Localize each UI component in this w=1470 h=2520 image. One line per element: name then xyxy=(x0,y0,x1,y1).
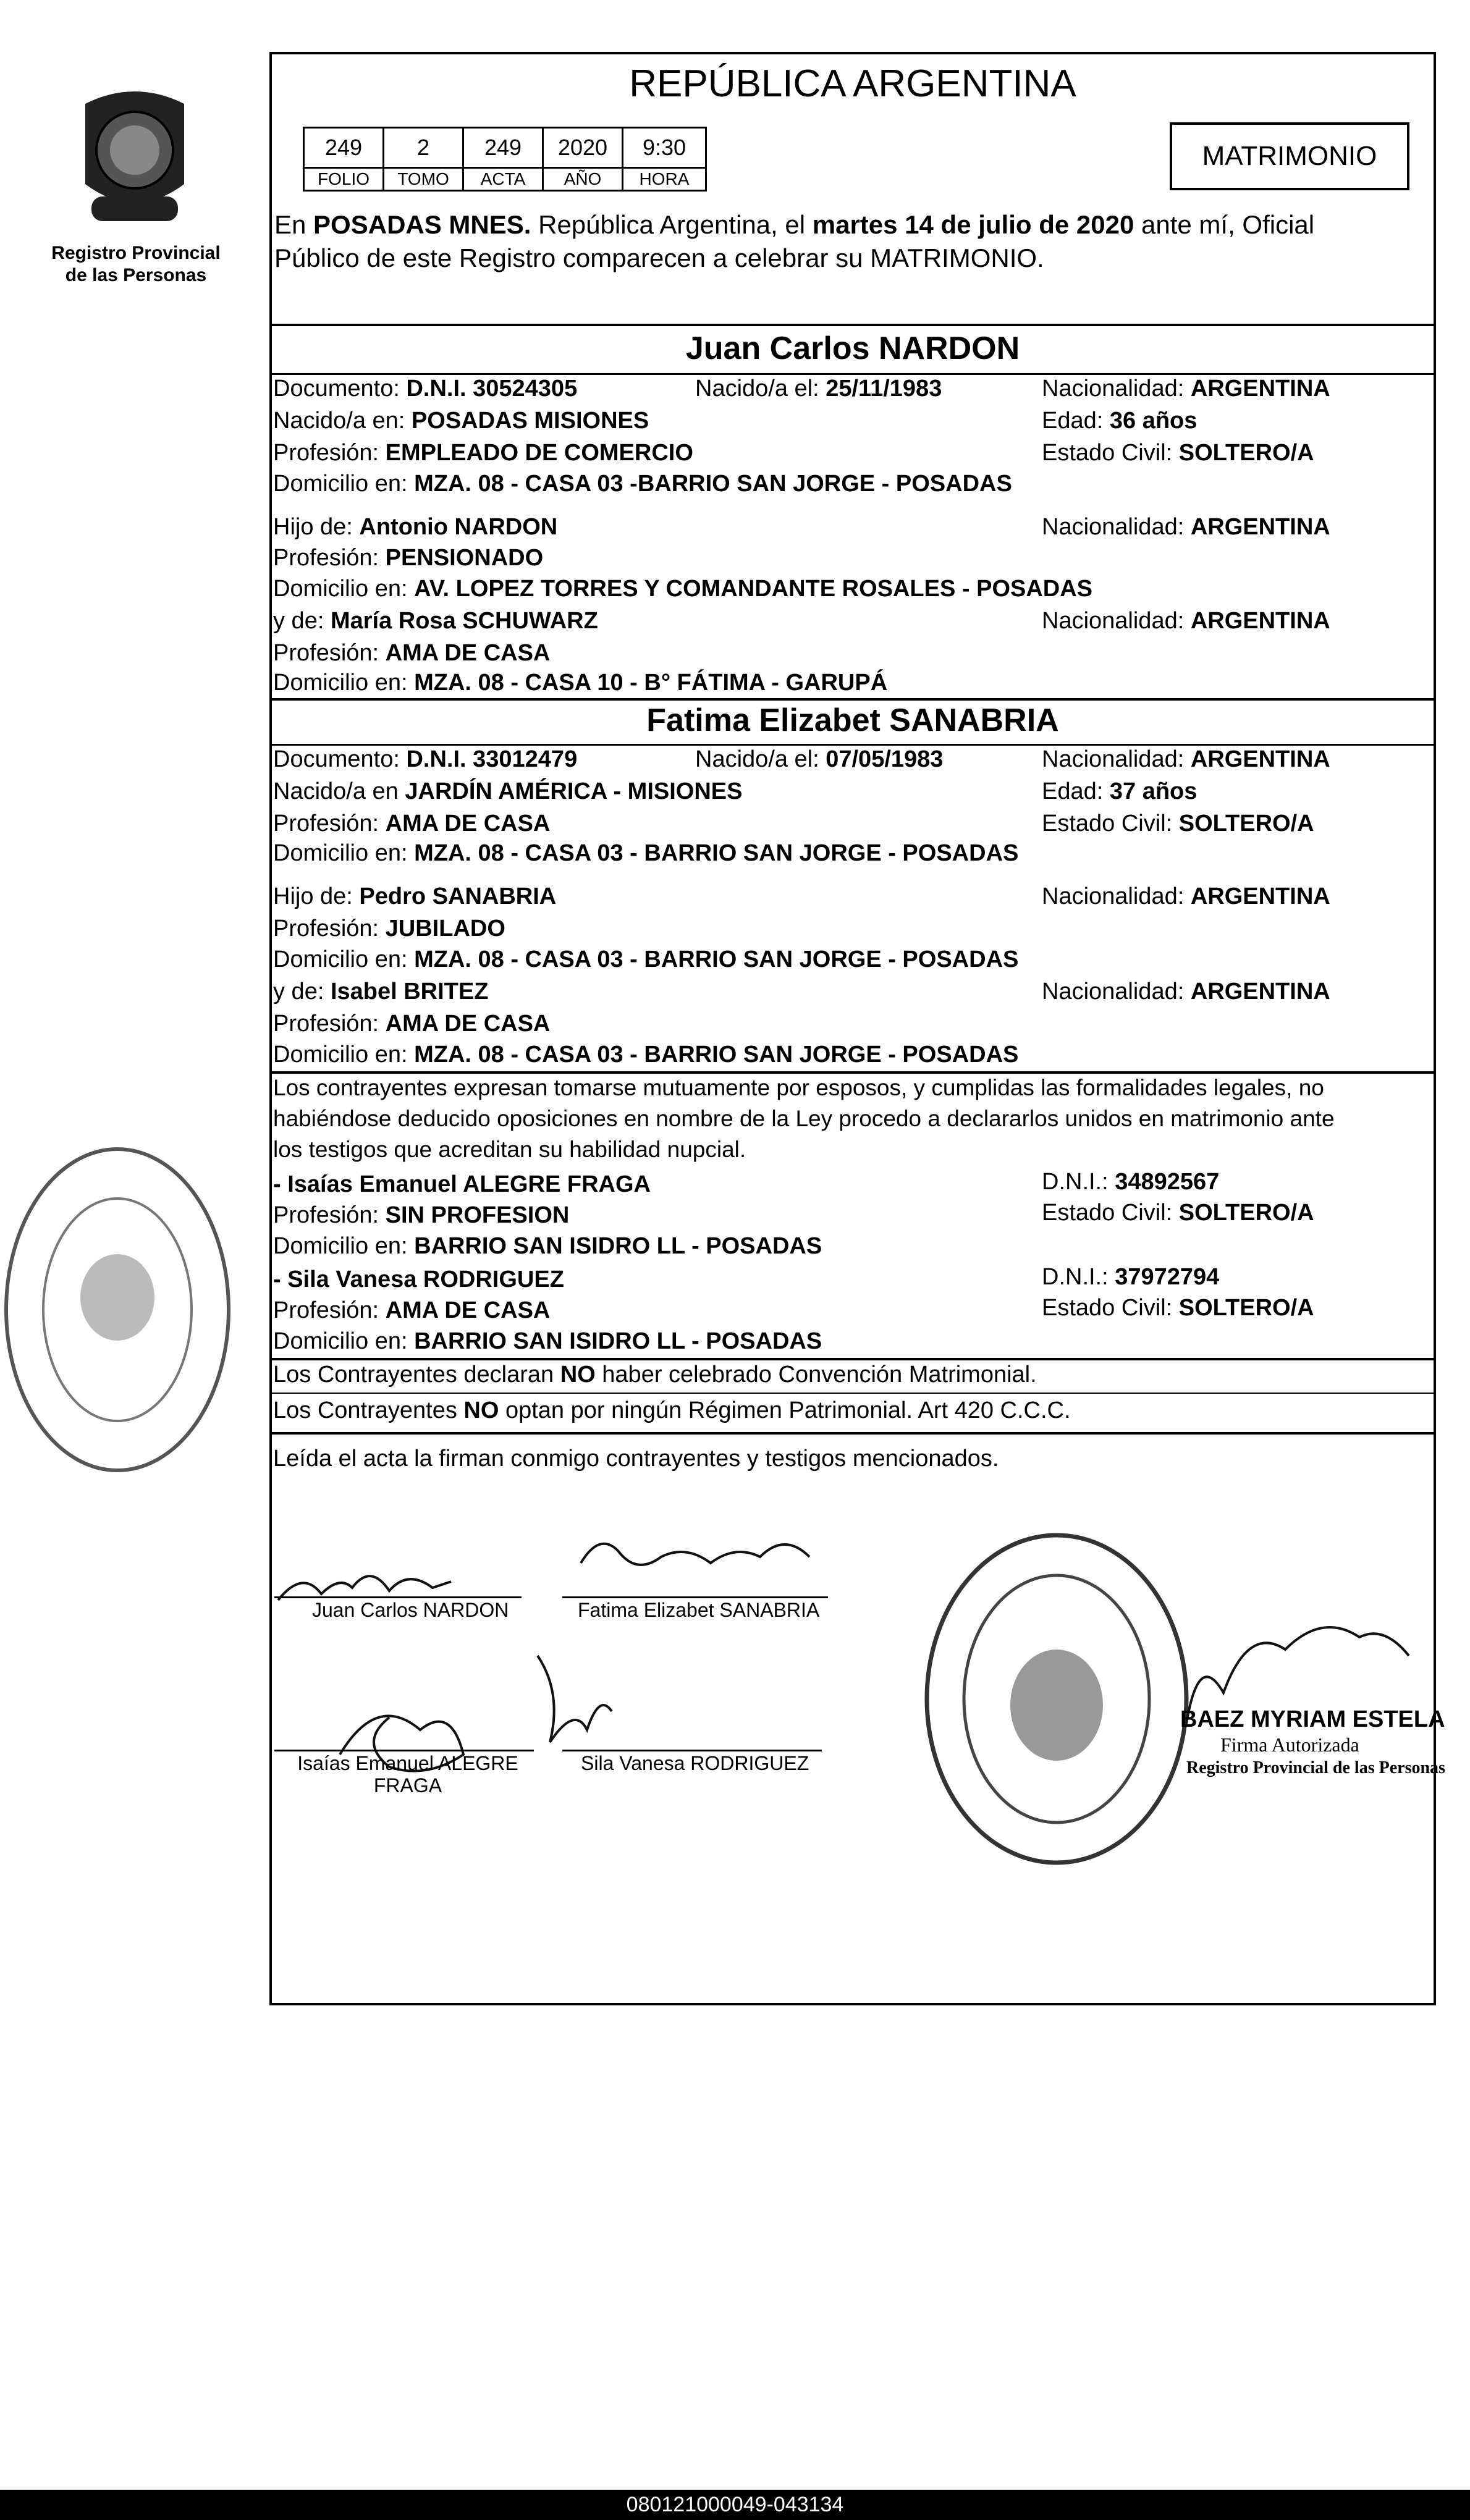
spouse1-mother: y de: María Rosa SCHUWARZ xyxy=(273,608,598,634)
spouse1-address: Domicilio en: MZA. 08 - CASA 03 -BARRIO SAN JORGE - POSADAS xyxy=(273,471,1012,497)
divider xyxy=(269,373,1436,375)
spouse2-name: Fatima Elizabet SANABRIA xyxy=(646,702,1059,738)
signature-caption-witness2: Sila Vanesa RODRIGUEZ xyxy=(581,1752,809,1774)
folio-value: 249 xyxy=(304,128,384,168)
year-label: AÑO xyxy=(543,168,623,191)
spouse2-birthplace: Nacido/a en JARDÍN AMÉRICA - MISIONES xyxy=(273,778,743,804)
acta-label: ACTA xyxy=(463,168,543,191)
record-number-table xyxy=(303,127,707,192)
signature-line xyxy=(562,1596,828,1598)
spouse2-mother-nationality: Nacionalidad: ARGENTINA xyxy=(1042,979,1330,1005)
spouse1-civil-status: Estado Civil: SOLTERO/A xyxy=(1042,440,1314,466)
divider xyxy=(269,698,1436,701)
spouse1-mother-nationality: Nacionalidad: ARGENTINA xyxy=(1042,608,1330,634)
spouse2-mother: y de: Isabel BRITEZ xyxy=(273,979,489,1005)
official-office: Registro Provincial de las Personas xyxy=(1186,1758,1445,1777)
spouse2-doc: Documento: D.N.I. 33012479 xyxy=(273,746,578,772)
official-role: Firma Autorizada xyxy=(1220,1734,1359,1756)
marriage-seal-left xyxy=(0,1137,235,1483)
witness2-dni: D.N.I.: 37972794 xyxy=(1042,1264,1220,1290)
divider xyxy=(269,1432,1436,1435)
divider xyxy=(269,1393,1436,1394)
signature-line xyxy=(274,1750,534,1751)
spouse2-address: Domicilio en: MZA. 08 - CASA 03 - BARRIO SAN JORGE - POSADAS xyxy=(273,840,1019,866)
signature-caption-spouse1: Juan Carlos NARDON xyxy=(312,1599,509,1621)
regime-patrimonial: Los Contrayentes NO optan por ningún Régimen Patrimonial. Art 420 C.C.C. xyxy=(273,1397,1071,1423)
hour-value: 9:30 xyxy=(623,128,706,168)
intro-line-1: En POSADAS MNES. República Argentina, el martes 14 de julio de 2020 ante mí, Oficial xyxy=(274,210,1315,239)
witness1-address: Domicilio en: BARRIO SAN ISIDRO LL - POSADAS xyxy=(273,1233,822,1259)
official-name: BAEZ MYRIAM ESTELA xyxy=(1180,1706,1445,1732)
spouse1-father-profession: Profesión: PENSIONADO xyxy=(273,545,544,571)
divider xyxy=(269,1071,1436,1074)
official-seal xyxy=(921,1526,1193,1872)
record-type-box: MATRIMONIO xyxy=(1170,122,1409,190)
spouse1-mother-profession: Profesión: AMA DE CASA xyxy=(273,640,551,666)
witness1-name: - Isaías Emanuel ALEGRE FRAGA xyxy=(273,1171,651,1197)
spouse2-father-nationality: Nacionalidad: ARGENTINA xyxy=(1042,883,1330,909)
declaration-line-3: los testigos que acreditan su habilidad nupcial. xyxy=(273,1137,746,1162)
country-title: REPÚBLICA ARGENTINA xyxy=(629,62,1076,105)
spouse1-father-nationality: Nacionalidad: ARGENTINA xyxy=(1042,514,1330,540)
hour-label: HORA xyxy=(623,168,706,191)
intro-line-2: Público de este Registro comparecen a celebrar su MATRIMONIO. xyxy=(274,243,1044,272)
signature-caption-spouse2: Fatima Elizabet SANABRIA xyxy=(578,1599,820,1621)
divider xyxy=(269,324,1436,326)
spouse1-father: Hijo de: Antonio NARDON xyxy=(273,514,558,540)
acta-value: 249 xyxy=(463,128,543,168)
witness1-dni: D.N.I.: 34892567 xyxy=(1042,1169,1220,1195)
regime-convention: Los Contrayentes declaran NO haber celebrado Convención Matrimonial. xyxy=(273,1362,1037,1388)
witness1-civil-status: Estado Civil: SOLTERO/A xyxy=(1042,1200,1314,1226)
spouse2-father-profession: Profesión: JUBILADO xyxy=(273,916,505,942)
spouse2-profession: Profesión: AMA DE CASA xyxy=(273,811,551,836)
witness2-profession: Profesión: AMA DE CASA xyxy=(273,1297,551,1323)
registry-logo xyxy=(61,79,209,240)
spouse1-nationality: Nacionalidad: ARGENTINA xyxy=(1042,376,1330,402)
spouse2-father: Hijo de: Pedro SANABRIA xyxy=(273,883,557,909)
tomo-value: 2 xyxy=(384,128,463,168)
spouse1-birthplace: Nacido/a en: POSADAS MISIONES xyxy=(273,408,649,434)
signature-line xyxy=(274,1596,522,1598)
tomo-label: TOMO xyxy=(384,168,463,191)
spouse1-profession: Profesión: EMPLEADO DE COMERCIO xyxy=(273,440,693,466)
spouse1-father-address: Domicilio en: AV. LOPEZ TORRES Y COMANDANTE ROSALES - POSADAS xyxy=(273,576,1093,602)
witness2-civil-status: Estado Civil: SOLTERO/A xyxy=(1042,1295,1314,1321)
spouse1-mother-address: Domicilio en: MZA. 08 - CASA 10 - B° FÁTIMA - GARUPÁ xyxy=(273,670,888,696)
spouse1-age: Edad: 36 años xyxy=(1042,408,1198,434)
declaration-line-1: Los contrayentes expresan tomarse mutuamente por esposos, y cumplidas las formalidades legales, no xyxy=(273,1075,1324,1100)
signature-line xyxy=(562,1750,822,1751)
registry-name: Registro Provincial de las Personas xyxy=(51,243,221,285)
spouse1-name: Juan Carlos NARDON xyxy=(685,331,1020,366)
year-value: 2020 xyxy=(543,128,623,168)
witness2-address: Domicilio en: BARRIO SAN ISIDRO LL - POSADAS xyxy=(273,1328,822,1354)
barcode-footer: 080121000049-043134 xyxy=(0,2490,1470,2520)
spouse2-civil-status: Estado Civil: SOLTERO/A xyxy=(1042,811,1314,836)
spouse2-mother-address: Domicilio en: MZA. 08 - CASA 03 - BARRIO SAN JORGE - POSADAS xyxy=(273,1042,1019,1068)
folio-label: FOLIO xyxy=(304,168,384,191)
spouse2-father-address: Domicilio en: MZA. 08 - CASA 03 - BARRIO SAN JORGE - POSADAS xyxy=(273,946,1019,972)
spouse2-born: Nacido/a el: 07/05/1983 xyxy=(695,746,944,772)
spouse2-nationality: Nacionalidad: ARGENTINA xyxy=(1042,746,1330,772)
witness2-name: - Sila Vanesa RODRIGUEZ xyxy=(273,1266,564,1292)
witness1-profession: Profesión: SIN PROFESION xyxy=(273,1202,570,1228)
spouse1-born: Nacido/a el: 25/11/1983 xyxy=(695,376,942,402)
declaration-line-2: habiéndose deducido oposiciones en nombre de la Ley procedo a declararlos unidos en matrimonio ante xyxy=(273,1106,1335,1131)
spouse1-doc: Documento: D.N.I. 30524305 xyxy=(273,376,578,402)
closing-statement: Leída el acta la firman conmigo contrayentes y testigos mencionados. xyxy=(273,1446,999,1472)
signature-caption-witness1: Isaías Emanuel ALEGRE FRAGA xyxy=(297,1752,518,1797)
divider xyxy=(269,1358,1436,1360)
divider xyxy=(269,744,1436,746)
spouse2-mother-profession: Profesión: AMA DE CASA xyxy=(273,1011,551,1037)
spouse2-age: Edad: 37 años xyxy=(1042,778,1198,804)
